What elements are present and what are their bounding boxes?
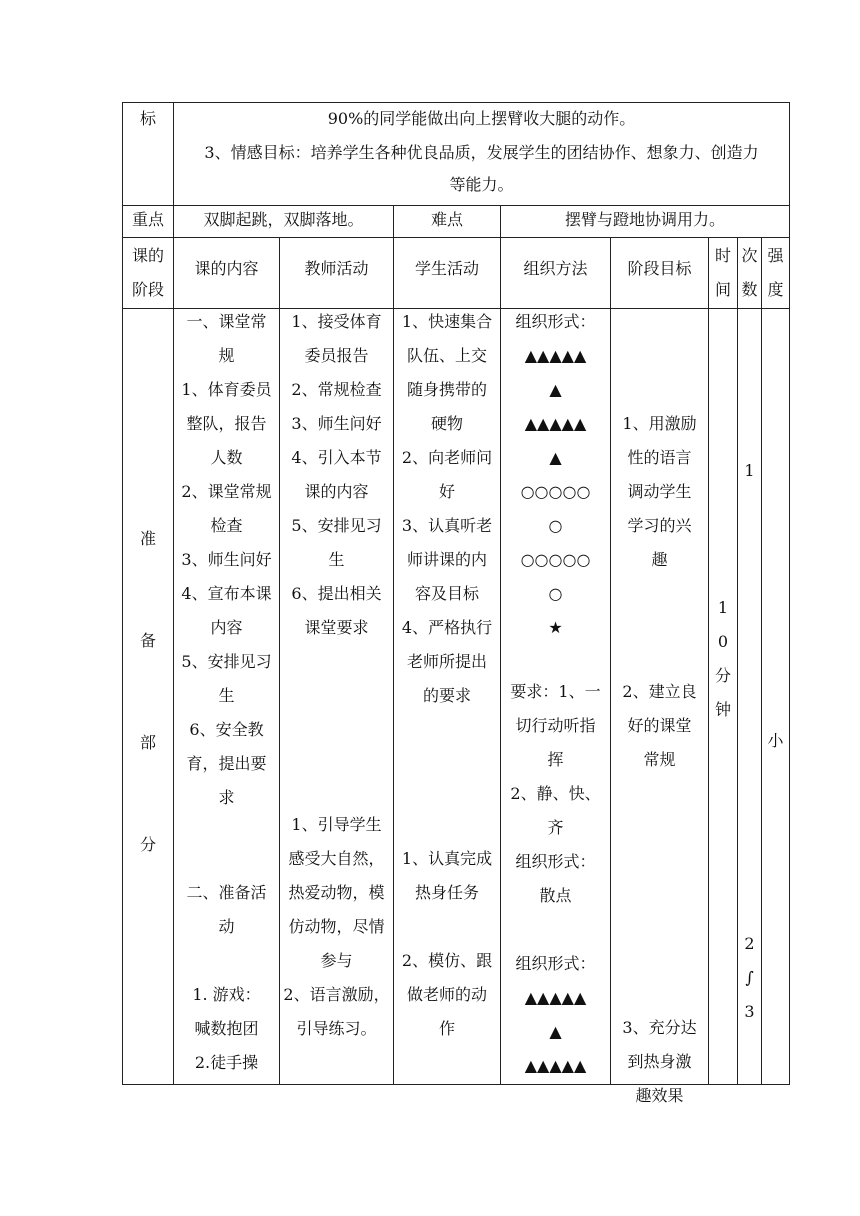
difficulty-label: 难点: [430, 210, 463, 229]
goal-motivate: 1、用激励 性的语言 调动学生 学习的兴 趣: [622, 414, 697, 569]
table-divider-col-org: [610, 237, 611, 1085]
header-organization: 组织方法: [523, 259, 588, 278]
objective-line-3: 等能力。: [449, 175, 514, 194]
student-warmup: 1、认真完成 热身任务 2、模仿、跟 做老师的动 作: [401, 849, 493, 1038]
stage-prep: 准 备 部 分: [139, 529, 156, 854]
teacher-warmup: 1、引导学生 感受大自然， 热爱动物，模 仿动物，尽情 参与 2、语言激励， 引导练习。: [283, 815, 390, 1038]
goal-routine: 2、建立良 好的课堂 常规: [622, 682, 697, 769]
header-student: 学生活动: [414, 259, 479, 278]
table-border-right: [789, 102, 790, 1085]
count-value-2: 2 ∫ 3: [744, 934, 755, 1021]
header-content: 课的内容: [194, 259, 259, 278]
header-count: 次 数: [741, 246, 758, 299]
difficulty-value: 摆臂与蹬地协调用力。: [564, 210, 725, 229]
organization-warmup: 要求：1、一 切行动听指 挥 2、静、快、 齐 组织形式： 散点 组织形式： ▲▲▲▲▲ ▲ ▲▲▲▲▲: [510, 682, 601, 1075]
student-routine: 1、快速集合 队伍、上交 随身携带的 硬物 2、向老师问 好 3、认真听老 师讲课的内 容及目标 4、严格执行 老师所提出 的要求: [401, 312, 493, 705]
table-divider-row2: [122, 237, 790, 238]
teacher-routine: 1、接受体育 委员报告 2、常规检查 3、师生问好 4、引入本节 课的内容 5、安排见习 生 6、提出相关 课堂要求: [291, 312, 382, 637]
header-teacher: 教师活动: [304, 259, 369, 278]
count-value-1: 1: [744, 461, 755, 480]
objective-line-1: 90%的同学能做出向上摆臂收大腿的动作。: [327, 109, 636, 128]
header-intensity: 强 度: [767, 246, 784, 299]
intensity-value: 小: [767, 731, 784, 750]
keypoint-label: 重点: [131, 210, 164, 229]
header-stage: 课的 阶段: [131, 246, 164, 299]
time-value: 1 0 分 钟: [714, 598, 731, 719]
header-time: 时 间: [714, 246, 731, 299]
objective-line-2: 3、情感目标：培养学生各种优良品质，发展学生的团结协作、想象力、创造力: [204, 143, 759, 162]
objective-label: 标: [139, 109, 156, 128]
table-divider-col-count: [761, 237, 762, 1085]
content-warmup: 二、准备活 动 1. 游戏： 喊数抱团 2.徒手操: [186, 883, 267, 1072]
keypoint-value: 双脚起跳，双脚落地。: [203, 210, 364, 229]
header-goal: 阶段目标: [627, 259, 692, 278]
content-routine: 一、课堂常 规 1、体育委员 整队，报告 人数 2、课堂常规 检查 3、师生问好 4、宣布本课 内容 5、安排见习 生 6、安全教 育，提出要 求: [181, 312, 272, 807]
organization-routine: 组织形式： ▲▲▲▲▲ ▲ ▲▲▲▲▲ ▲ ○○○○○ ○ ○○○○○ ○ ★: [515, 312, 596, 637]
goal-warmup: 3、充分达 到热身激 趣效果: [622, 1018, 697, 1105]
